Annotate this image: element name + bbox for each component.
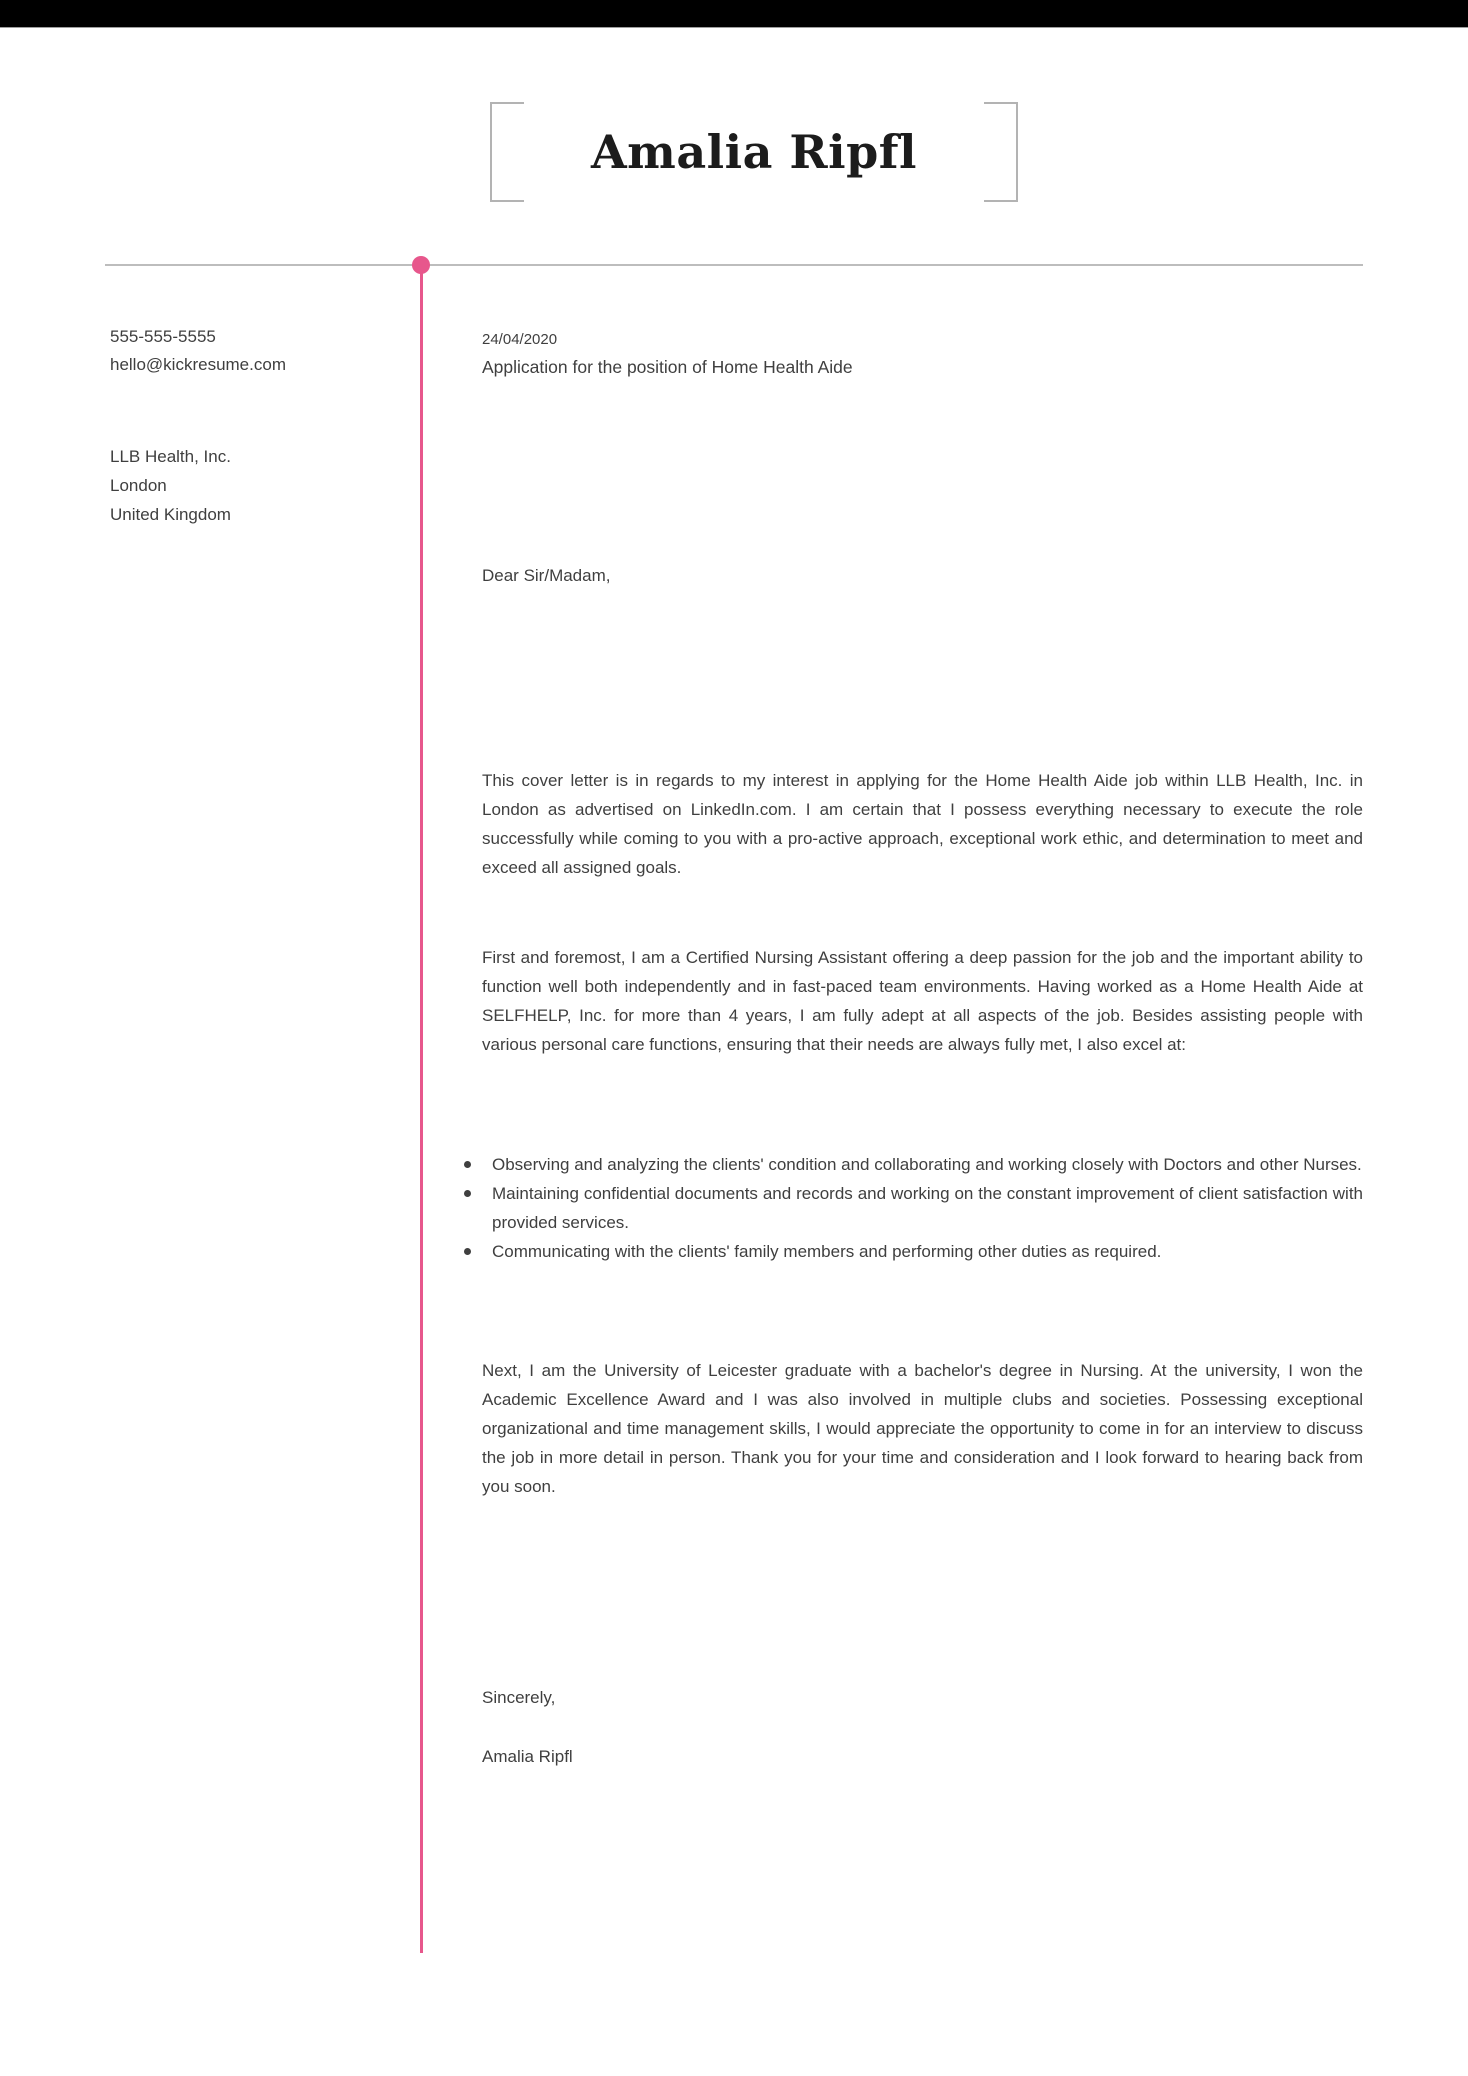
letter-subject: Application for the position of Home Health Aide [482,357,853,377]
salutation: Dear Sir/Madam, [482,566,611,585]
signoff: Sincerely, [482,1688,556,1707]
paragraph-education-closing: Next, I am the University of Leicester graduate with a bachelor's degree in Nursing. At the university, I won the Academic Excellence Award and I was also involved in multiple clubs and societies. Possessing exceptional organizational and time management skills, I would appreciate the opportunity to come in for an interview to discuss the job in more detail in person. Thank you for your time and consideration and I look forward to hearing back from you soon. [482,1361,1363,1496]
timeline-vertical-line [420,265,423,1953]
left-bracket-decoration [490,102,524,202]
skills-bullet-list [482,1150,1363,1266]
name-header [490,102,1018,202]
paragraph-experience: First and foremost, I am a Certified Nursing Assistant offering a deep passion for the job and the important ability to function well both independently and in fast-paced team environments. Having worked as a Home Health Aide at SELFHELP, Inc. for more than 4 years, I am fully adept at all aspects of the job. Besides assisting people with various personal care functions, ensuring that their needs are always fully met, I also excel at: [482,948,1363,1054]
bullet-item-communicating: Communicating with the clients' family members and performing other duties as required. [482,1237,1363,1266]
page-title: Amalia Ripfl [590,125,918,179]
signature-name: Amalia Ripfl [482,1747,573,1766]
phone-number: 555-555-5555 [110,327,216,346]
company-name: LLB Health, Inc. [110,447,231,466]
company-country: United Kingdom [110,505,231,524]
recipient-company-block [110,442,231,529]
right-bracket-decoration [984,102,1018,202]
header-divider-line [105,264,1363,266]
top-bar [0,0,1468,28]
contact-block [110,323,286,379]
email-address: hello@kickresume.com [110,355,286,374]
company-city: London [110,476,167,495]
letter-date: 24/04/2020 [482,331,558,348]
bullet-item-observing: Observing and analyzing the clients' condition and collaborating and working closely with Doctors and other Nurses. [482,1150,1363,1179]
bullet-item-maintaining: Maintaining confidential documents and records and working on the constant improvement of client satisfaction with provided services. [482,1179,1363,1237]
paragraph-intro: This cover letter is in regards to my interest in applying for the Home Health Aide job within LLB Health, Inc. in London as advertised on LinkedIn.com. I am certain that I possess everything necessary to execute the role successfully while coming to you with a pro-active approach, exceptional work ethic, and determination to meet and exceed all assigned goals. [482,771,1363,877]
